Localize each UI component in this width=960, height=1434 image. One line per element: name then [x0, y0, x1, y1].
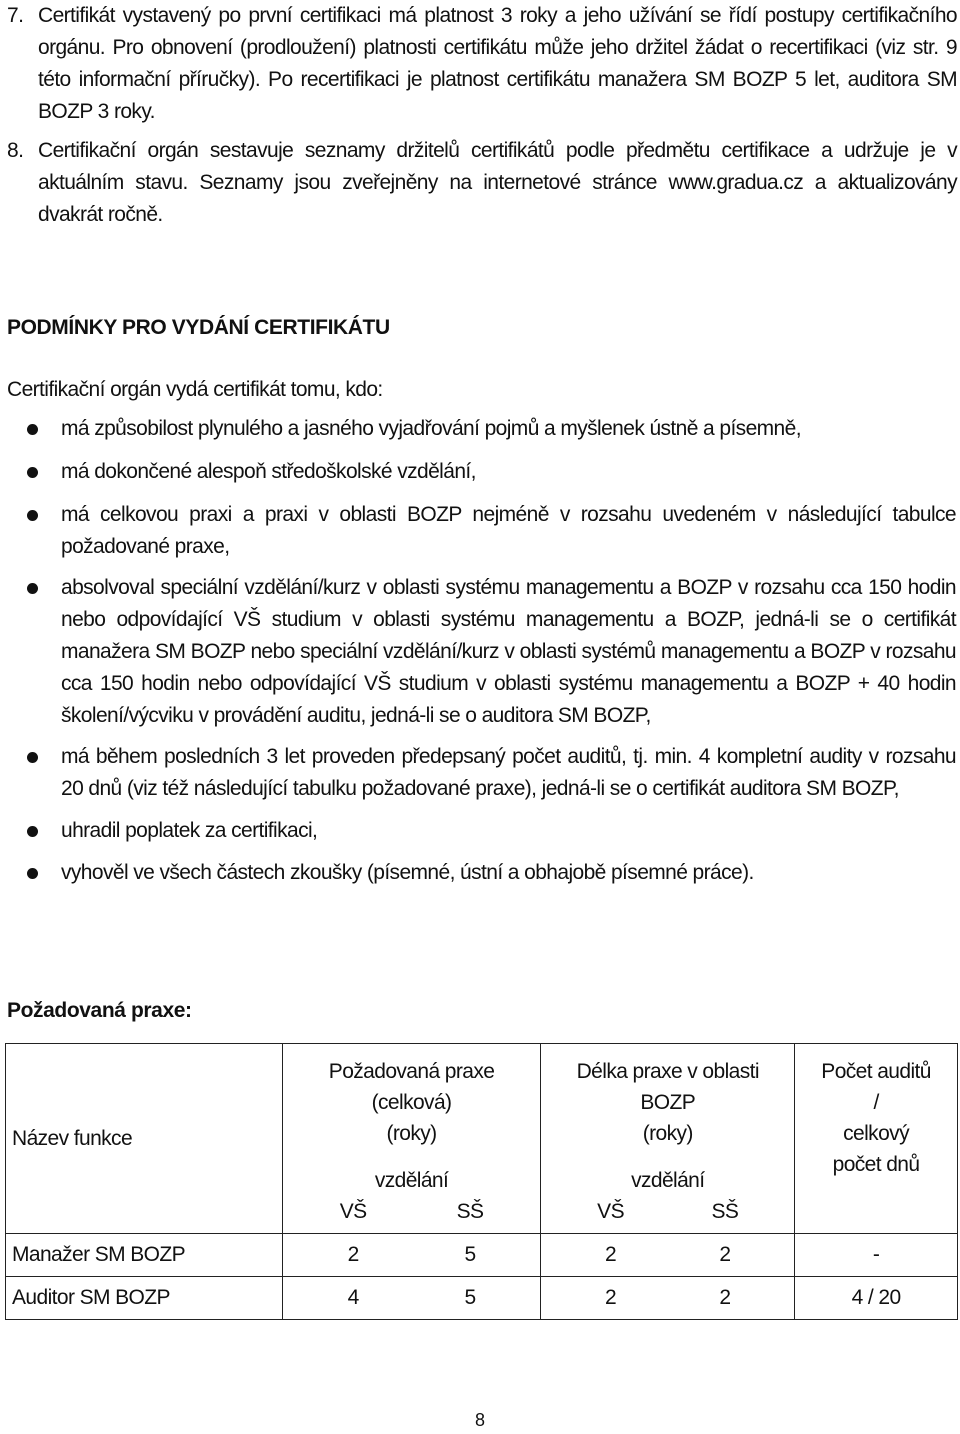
list-item: absolvoval speciální vzdělání/kurz v oblasti systému managementu a BOZP v rozsahu cca 150 hodin nebo odpovídající VŠ studium v oblasti systému managementu a BOZP, jedná-li se o certifikát manažera SM BOZP nebo speciální vzdělání/kurz v oblasti systémů managementu a BOZP v rozsahu cca 150 hodin nebo odpovídající VŠ studium v oblasti systému managementu a BOZP + 40 hodin školení/výcviku v provádění auditu, jedná-li se o auditora SM BOZP,	[0, 572, 956, 732]
total-practice-cell: 2 5	[282, 1234, 541, 1277]
page-number: 8	[474, 1410, 485, 1430]
bozp-practice-cell: 2 2	[541, 1234, 795, 1277]
audit-count-cell: 4 / 20	[795, 1277, 958, 1320]
intro-text: Certifikační orgán vydá certifikát tomu, kdo:	[7, 378, 383, 401]
list-item: má během posledních 3 let proveden předepsaný počet auditů, tj. min. 4 kompletní audity v rozsahu 20 dnů (viz též následující tabulku požadované praxe), jedná-li se o certifikát auditora SM BOZP,	[0, 741, 956, 805]
bullet-icon	[27, 510, 38, 521]
section-heading: PODMÍNKY PRO VYDÁNÍ CERTIFIKÁTU	[7, 316, 390, 339]
header-cell-bozp-practice: Délka praxe v oblasti BOZP (roky) vzdělání VŠ SŠ	[541, 1044, 795, 1234]
bullet-icon	[27, 826, 38, 837]
table-heading: Požadovaná praxe:	[7, 999, 192, 1022]
function-name-cell: Auditor SM BOZP	[6, 1277, 283, 1320]
table-row	[6, 1234, 958, 1277]
header-cell-total-practice: Požadovaná praxe (celková) (roky) vzdělání VŠ SŠ	[282, 1044, 541, 1234]
conditions-list	[0, 413, 960, 889]
required-practice-table	[5, 1043, 958, 1320]
item-text: Certifikát vystavený po první certifikaci má platnost 3 roky a jeho užívání se řídí postupy certifikačního orgánu. Pro obnovení (prodloužení) platnosti certifikátu může jeho držitel žádat o recertifikaci (viz str. 9 této informační příručky). Po recertifikaci je platnost certifikátu manažera SM BOZP 5 let, auditora SM BOZP 3 roky.	[38, 4, 957, 123]
numbered-item-7	[7, 0, 957, 128]
bullet-icon	[27, 467, 38, 478]
bullet-icon	[27, 868, 38, 879]
list-item: uhradil poplatek za certifikaci,	[0, 815, 956, 847]
numbered-item-8	[7, 135, 957, 231]
list-item: má způsobilost plynulého a jasného vyjadřování pojmů a myšlenek ústně a písemně,	[0, 413, 956, 445]
function-name-cell: Manažer SM BOZP	[6, 1234, 283, 1277]
bozp-practice-cell: 2 2	[541, 1277, 795, 1320]
header-cell-function-name: Název funkce	[6, 1044, 283, 1234]
list-item: má dokončené alespoň středoškolské vzdělání,	[0, 456, 956, 488]
item-number: 7.	[7, 4, 24, 27]
bullet-icon	[27, 752, 38, 763]
bullet-icon	[27, 583, 38, 594]
table-row	[6, 1277, 958, 1320]
bullet-icon	[27, 424, 38, 435]
total-practice-cell: 4 5	[282, 1277, 541, 1320]
list-item: má celkovou praxi a praxi v oblasti BOZP nejméně v rozsahu uvedeném v následující tabulce požadované praxe,	[0, 499, 956, 563]
header-cell-audit-count: Počet auditů / celkový počet dnů	[795, 1044, 958, 1234]
item-text: Certifikační orgán sestavuje seznamy držitelů certifikátů podle předmětu certifikace a udržuje je v aktuálním stavu. Seznamy jsou zveřejněny na internetové stránce www.gradua.cz a aktualizovány dvakrát ročně.	[38, 139, 957, 226]
item-number: 8.	[7, 139, 24, 162]
table-header-row	[6, 1044, 958, 1234]
audit-count-cell: -	[795, 1234, 958, 1277]
list-item: vyhověl ve všech částech zkoušky (písemné, ústní a obhajobě písemné práce).	[0, 857, 956, 889]
